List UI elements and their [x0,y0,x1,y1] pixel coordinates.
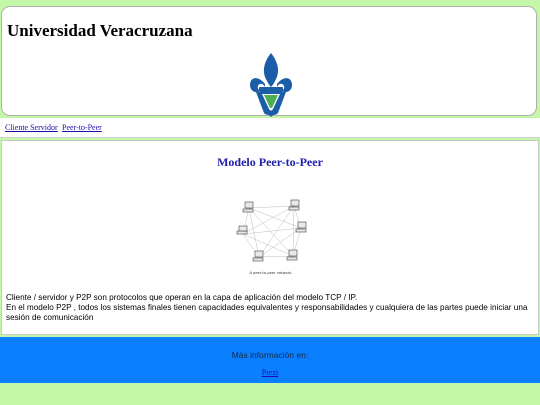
site-title: Universidad Veracruzana [7,21,193,40]
nav-link-peer-to-peer[interactable]: Peer-to-Peer [62,123,102,132]
top-navigation [0,118,540,138]
paragraph-protocols: Cliente / servidor y P2P son protocolos que operan en la capa de aplicación del modelo TCP / IP. [6,293,358,302]
body-text [6,293,536,323]
peer-to-peer-network-diagram [231,196,311,276]
diagram-caption: A peer-to-peer network. [249,271,293,275]
main-content [1,140,539,335]
nav-link-cliente-servidor[interactable]: Cliente Servidor [5,123,58,132]
paragraph-p2p-model: En el modelo P2P , todos los sistemas finales tienen capacidades equivalentes y responsabilidades y cualquiera de las partes puede iniciar una sesión de comunicación [6,303,528,322]
uv-flor-de-lis-logo-icon [248,51,294,117]
more-info-label: Más información en: [231,350,309,360]
prezi-link[interactable]: Prezi [261,368,279,377]
page-heading: Modelo Peer-to-Peer [217,155,323,169]
site-header [1,6,537,116]
footer [0,337,540,383]
